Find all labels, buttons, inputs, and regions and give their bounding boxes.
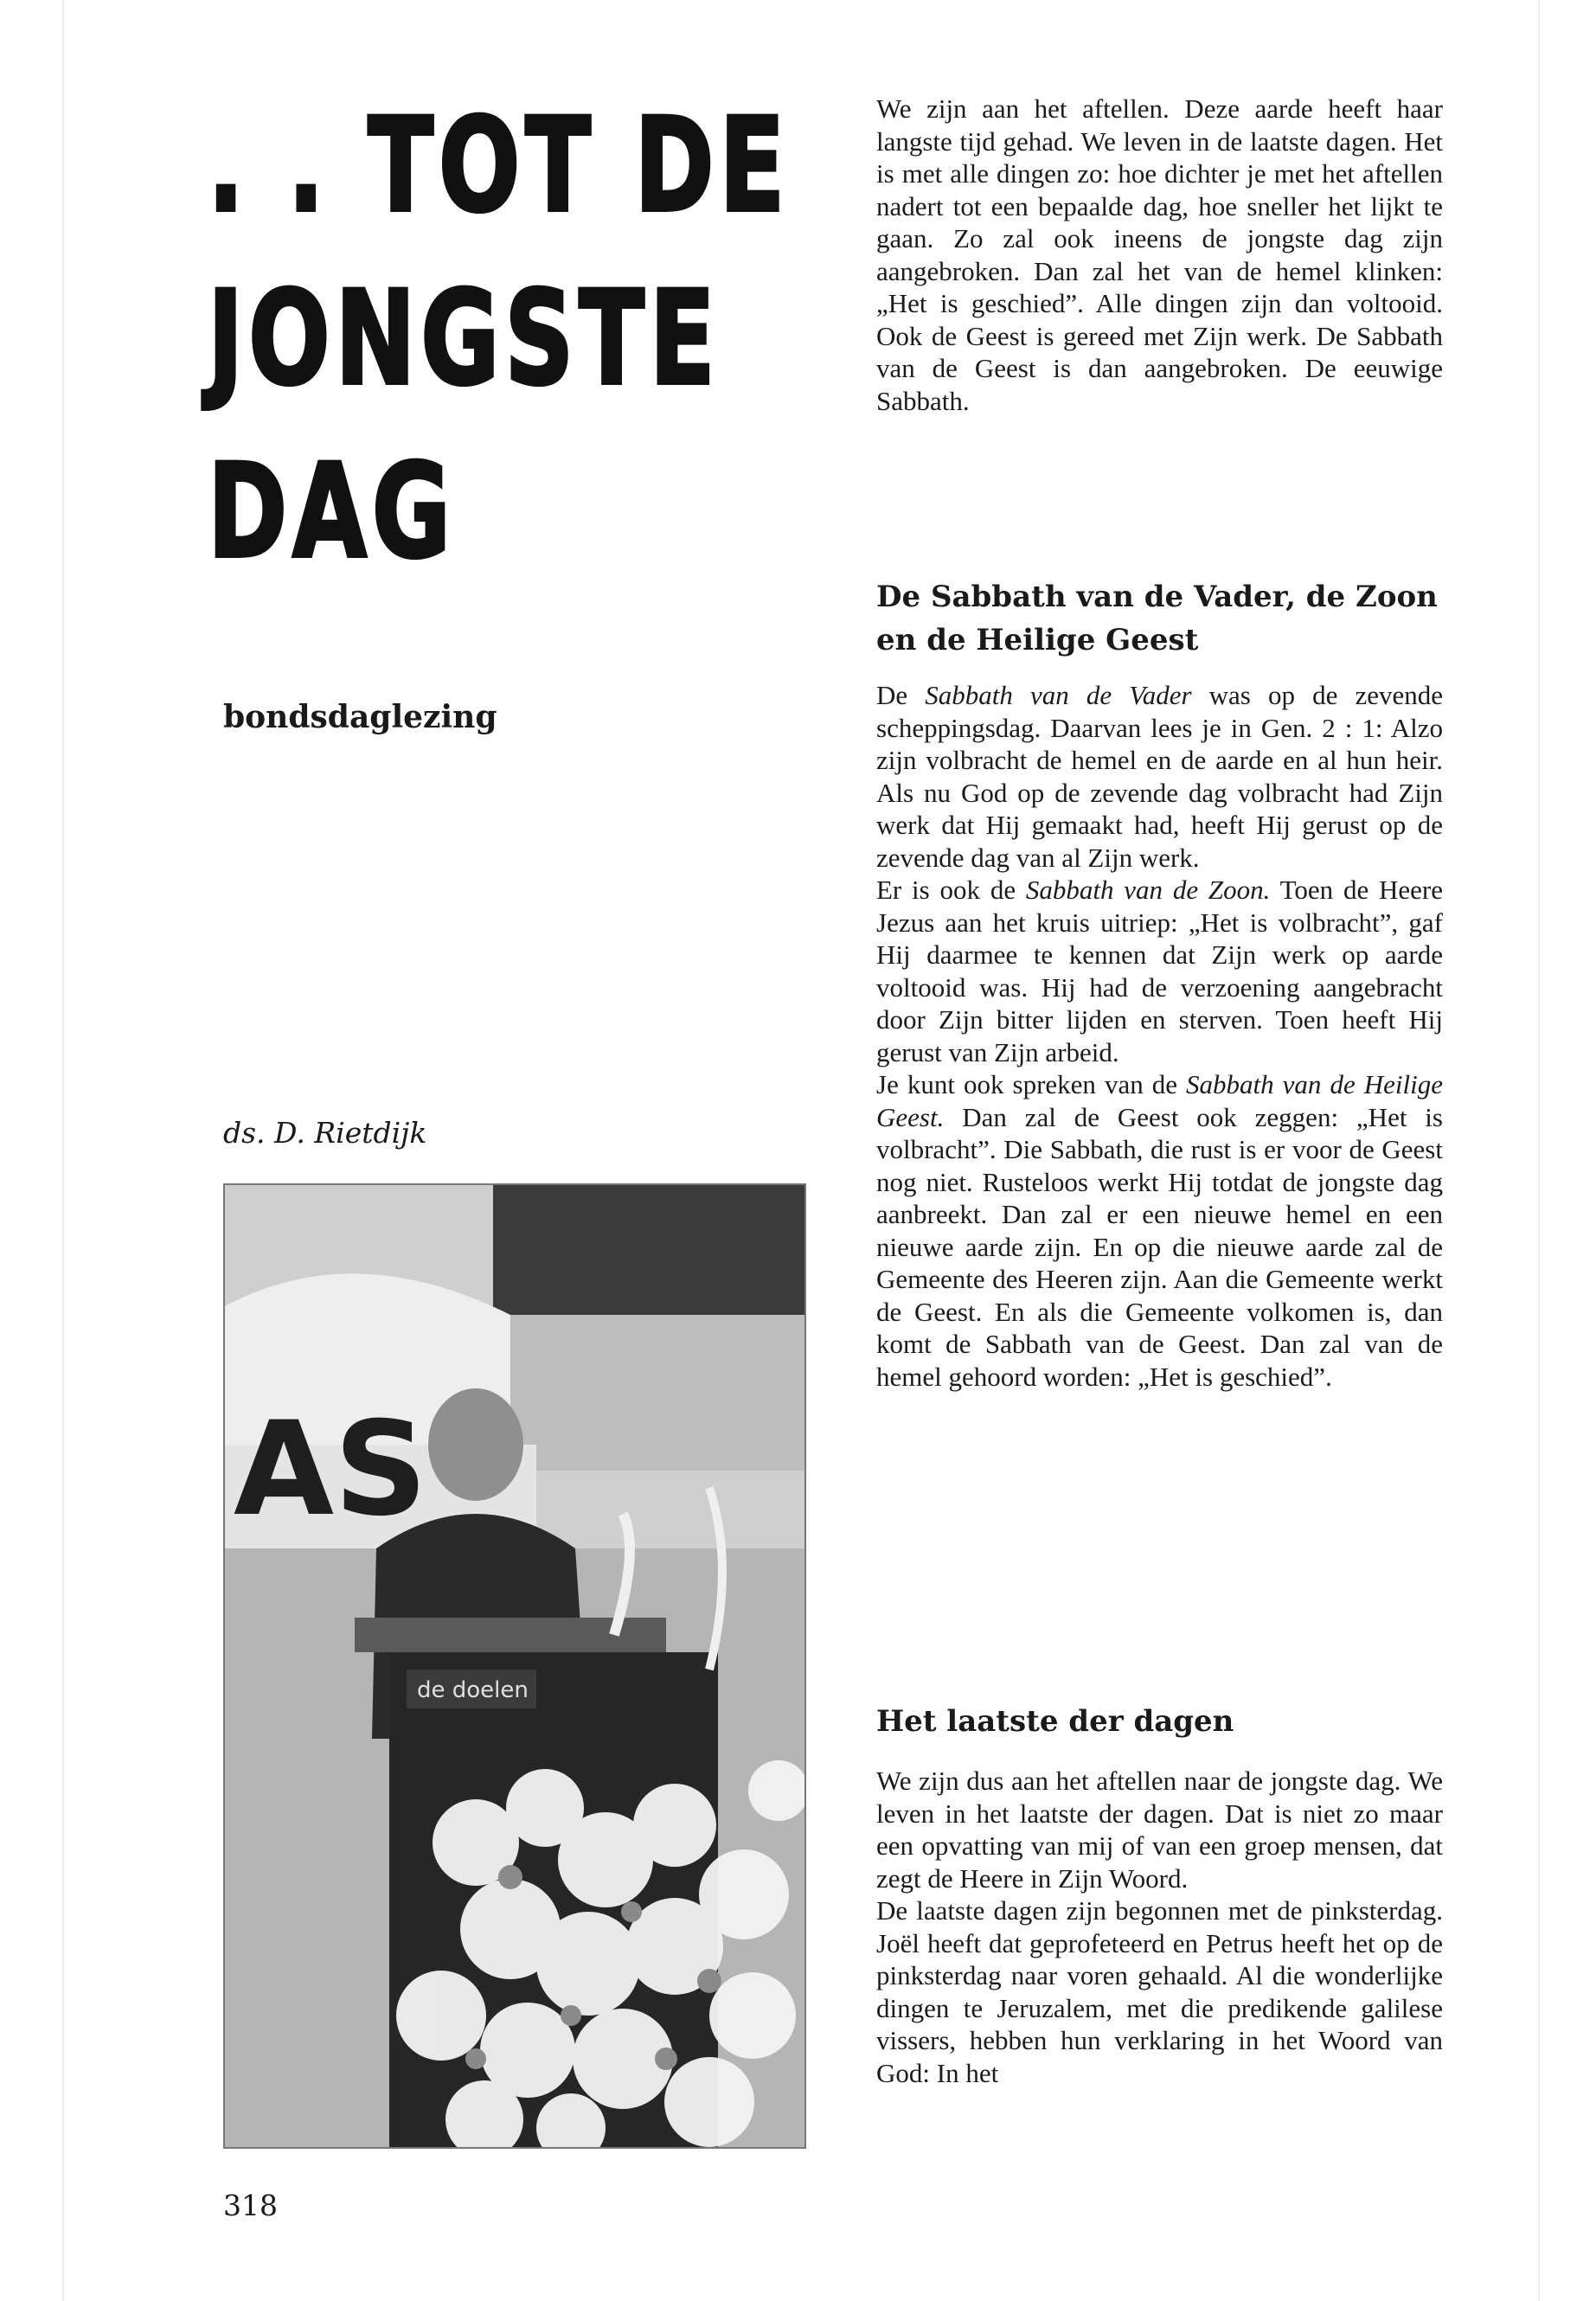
section-heading-line-1: De Sabbath van de Vader, de Zoon (876, 580, 1438, 614)
section-laatste-dagen-body (876, 1765, 1443, 2089)
title-line-2: JONGSTE (208, 264, 721, 414)
emphasis: Sabbath van de Heilige Geest. (876, 1069, 1443, 1132)
section-heading-laatste-dagen: Het laatste der dagen (876, 1704, 1234, 1739)
page-number: 318 (223, 2189, 278, 2222)
section-heading-sabbath (876, 575, 1482, 662)
intro-text: We zijn aan het aftellen. Deze aarde heeft haar langste tijd gehad. We leven in de laatste dagen. Het is met alle dingen zo: hoe dichter je met het aftellen nadert tot een bepaalde dag, hoe sneller het lijkt te gaan. Zo zal ook ineens de jongste dag zijn aangebroken. Dan zal het van de hemel klinken: „Het is geschied”. Alle dingen zijn dan voltooid. Ook de Geest is gereed met Zijn werk. De Sabbath van de Geest is dan aangebroken. De eeuwige Sabbath. (876, 93, 1443, 416)
speaker-photo (223, 1183, 806, 2149)
text-run: Je kunt ook spreken van de (876, 1069, 1187, 1099)
text-run: Dan zal de Geest ook zeggen: „Het is volbracht”. Die Sabbath, die rust is er voor de Geest nog niet. Rusteloos werkt Hij totdat de jongste dag aanbreekt. Dan zal er een nieuwe hemel en een nieuwe aarde zijn. En op die nieuwe aarde zal de Gemeente des Heeren zijn. Aan die Gemeente werkt de Geest. En als die Gemeente volkomen is, dan komt de Sabbath van de Geest. Dan zal van de hemel gehoord worden: „Het is geschied”. (876, 1101, 1443, 1392)
article-subtitle: bondsdaglezing (223, 699, 497, 735)
text-run: Er is ook de (876, 875, 1026, 905)
speaker-photo-illustration (225, 1185, 804, 2147)
paragraph-aftellen: We zijn dus aan het aftellen naar de jongste dag. We leven in het laatste der dagen. Dat is niet zo maar een opvatting van mij of van een groep mensen, dat zegt de Heere in Zijn Woord. (876, 1766, 1443, 1894)
paragraph-pinksterdag: De laatste dagen zijn begonnen met de pinksterdag. Joël heeft dat geprofeteerd en Petrus heeft het op de pinksterdag naar voren gehaald. Al die wonderlijke dingen te Jeruzalem, met die predikende galilese vissers, hebben hun verklaring in het Woord van God: In het (876, 1895, 1443, 2088)
paragraph-geest (876, 1068, 1443, 1393)
page-edge-right (1538, 0, 1540, 2301)
text-run: was op de zevende scheppingsdag. Daarvan lees je in Gen. 2 : 1: Alzo zijn volbracht de hemel en de aarde en al hun heir. Als nu God op de zevende dag volbracht had Zijn werk dat Hij gemaakt had, heeft Hij gerust op de zevende dag van al Zijn werk. (876, 680, 1443, 873)
sign-text: AS (234, 1394, 428, 1545)
text-run: De (876, 680, 926, 710)
article-title (208, 80, 813, 599)
title-line-1: . . TOT DE (208, 91, 791, 241)
intro-paragraph (876, 93, 1443, 417)
emphasis: Sabbath van de Vader (925, 680, 1192, 710)
page-edge-left (62, 0, 64, 2301)
lectern-text: de doelen (417, 1677, 529, 1703)
text-run: Toen de Heere Jezus aan het kruis uitriep: „Het is volbracht”, gaf Hij daarmee te kennen dat Zijn werk op aarde voltooid was. Hij had de verzoening aangebracht door Zijn bitter lijden en sterven. Toen heeft Hij gerust van Zijn arbeid. (876, 875, 1444, 1067)
paragraph-vader (876, 679, 1443, 874)
section-sabbath-body (876, 679, 1443, 1393)
emphasis: Sabbath van de Zoon. (1025, 875, 1271, 905)
title-line-3: DAG (208, 437, 456, 587)
section-heading-line-2: en de Heilige Geest (876, 623, 1199, 657)
author-byline: ds. D. Rietdijk (223, 1116, 427, 1150)
paragraph-zoon (876, 874, 1443, 1068)
